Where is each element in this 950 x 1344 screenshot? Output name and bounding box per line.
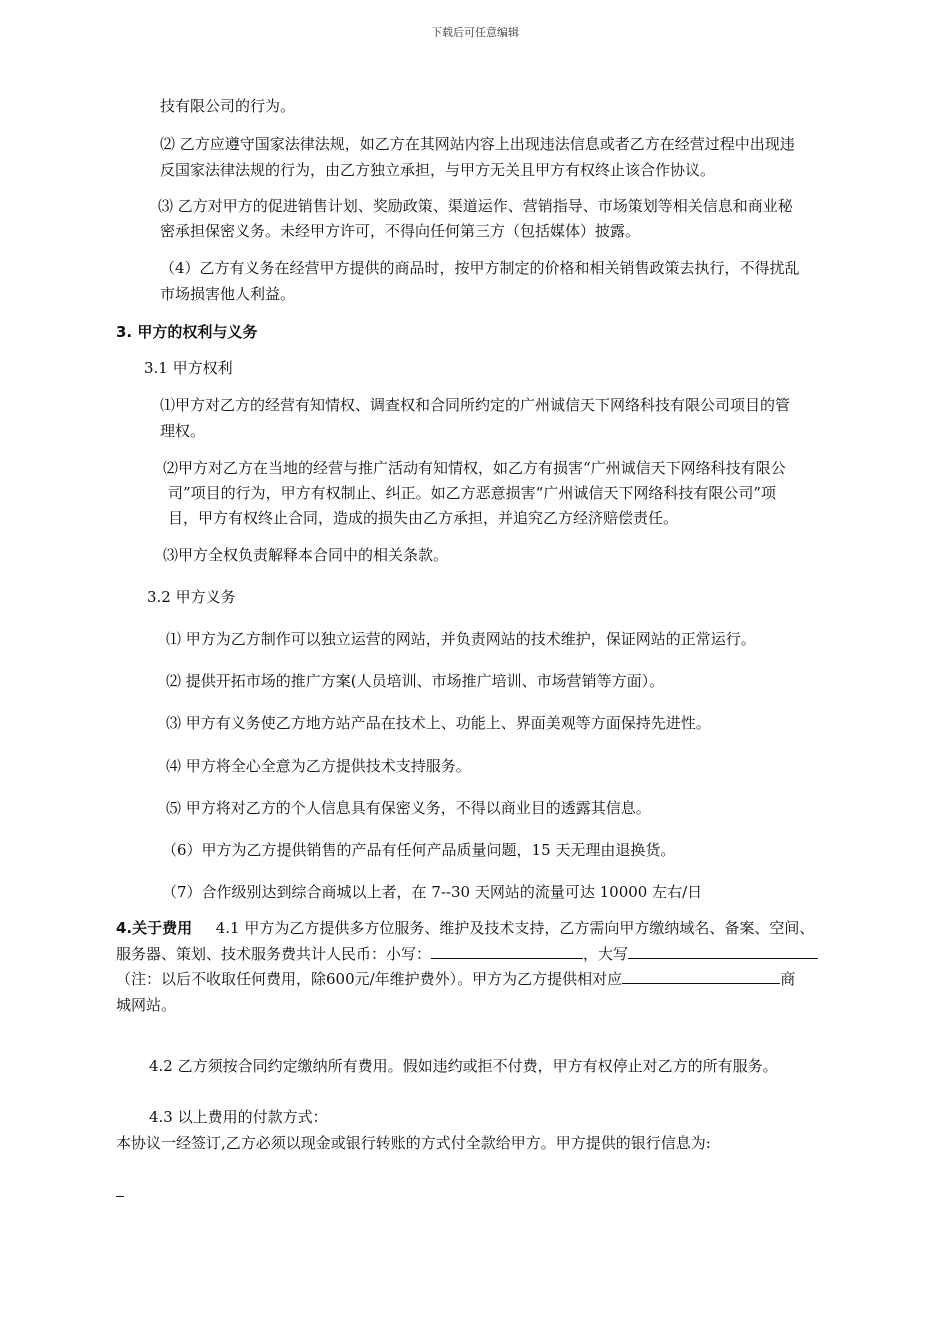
section-4-1-line-2 — [116, 944, 818, 964]
section-4-1-line-1: 4.1 甲方为乙方提供多方位服务、维护及技术支持，乙方需向甲方缴纳域名、备案、空间、 — [215, 919, 815, 937]
clause-4-line-1: （4）乙方有义务在经营甲方提供的商品时，按甲方制定的价格和相关销售政策去执行，不得扰乱 — [160, 259, 800, 277]
amount-lowercase-blank[interactable] — [431, 944, 583, 959]
section-4-title: 4.关于费用 — [116, 919, 193, 937]
section-4-3-heading: 4.3 以上费用的付款方式： — [149, 1108, 328, 1126]
page-header: 下载后可任意编辑 — [431, 26, 519, 39]
section-3-2-heading: 3.2 甲方义务 — [147, 588, 236, 606]
section-4-1-text: ，大写 — [583, 945, 629, 963]
clause-2-line-2: 反国家法律法规的行为，由乙方独立承担，与甲方无关且甲方有权终止该合作协议。 — [160, 161, 716, 179]
clause-3-line-1: ⑶ 乙方对甲方的促进销售计划、奖励政策、渠道运作、营销指导、市场策划等相关信息和商业秘 — [158, 197, 793, 215]
text-cursor — [116, 1196, 124, 1197]
section-4-1-text: （注：以后不收取任何费用，除600元/年维护费外）。甲方为乙方提供相对应 — [116, 970, 623, 988]
clause-3-line-2: 密承担保密义务。未经甲方许可，不得向任何第三方（包括媒体）披露。 — [160, 222, 641, 240]
section-3-1-heading: 3.1 甲方权利 — [144, 359, 233, 377]
obligation-7: （7）合作级别达到综合商城以上者，在 7--30 天网站的流量可达 10000 左右/日 — [162, 883, 703, 901]
section-4-2: 4.2 乙方须按合同约定缴纳所有费用。假如违约或拒不付费，甲方有权停止对乙方的所有服务。 — [149, 1057, 778, 1075]
amount-uppercase-blank[interactable] — [628, 944, 818, 959]
right-2-line-3: 目，甲方有权终止合同，造成的损失由乙方承担，并追究乙方经济赔偿责任。 — [168, 509, 679, 527]
section-4-3-body: 本协议一经签订,乙方必须以现金或银行转账的方式付全款给甲方。甲方提供的银行信息为: — [116, 1134, 711, 1152]
right-3: ⑶甲方全权负责解释本合同中的相关条款。 — [163, 546, 449, 564]
section-4-1-text: 商 — [780, 970, 796, 988]
section-3-title: 3. 甲方的权利与义务 — [116, 323, 258, 341]
right-2-line-2: 司”项目的行为，甲方有权制止、纠正。如乙方恶意损害“广州诚信天下网络科技有限公司”项 — [168, 484, 777, 502]
right-2-line-1: ⑵甲方对乙方在当地的经营与推广活动有知情权，如乙方有损害“广州诚信天下网络科技有限公 — [163, 459, 786, 477]
obligation-1: ⑴ 甲方为乙方制作可以独立运营的网站，并负责网站的技术维护，保证网站的正常运行。 — [166, 630, 756, 648]
section-4-1-line-4: 城网站。 — [116, 996, 177, 1014]
obligation-4: ⑷ 甲方将全心全意为乙方提供技术支持服务。 — [166, 757, 471, 775]
section-4-first-line — [116, 918, 814, 938]
obligation-3: ⑶ 甲方有义务使乙方地方站产品在技术上、功能上、界面美观等方面保持先进性。 — [166, 714, 711, 732]
clause-2-line-1: ⑵ 乙方应遵守国家法律法规，如乙方在其网站内容上出现违法信息或者乙方在经营过程中出现违 — [160, 135, 795, 153]
right-1-line-2: 理权。 — [160, 422, 206, 440]
paragraph-line: 技有限公司的行为。 — [160, 97, 296, 115]
clause-4-line-2: 市场损害他人利益。 — [160, 285, 296, 303]
right-1-line-1: ⑴甲方对乙方的经营有知情权、调查权和合同所约定的广州诚信天下网络科技有限公司项目的管 — [160, 396, 791, 414]
section-4-1-line-3 — [116, 969, 795, 989]
mall-type-blank[interactable] — [622, 969, 780, 984]
obligation-2: ⑵ 提供开拓市场的推广方案(人员培训、市场推广培训、市场营销等方面）。 — [166, 672, 665, 690]
section-4-1-text: 服务器、策划、技术服务费共计人民币：小写： — [116, 945, 432, 963]
obligation-5: ⑸ 甲方将对乙方的个人信息具有保密义务，不得以商业目的透露其信息。 — [166, 799, 651, 817]
obligation-6: （6）甲方为乙方提供销售的产品有任何产品质量问题，15 天无理由退换货。 — [162, 841, 676, 859]
